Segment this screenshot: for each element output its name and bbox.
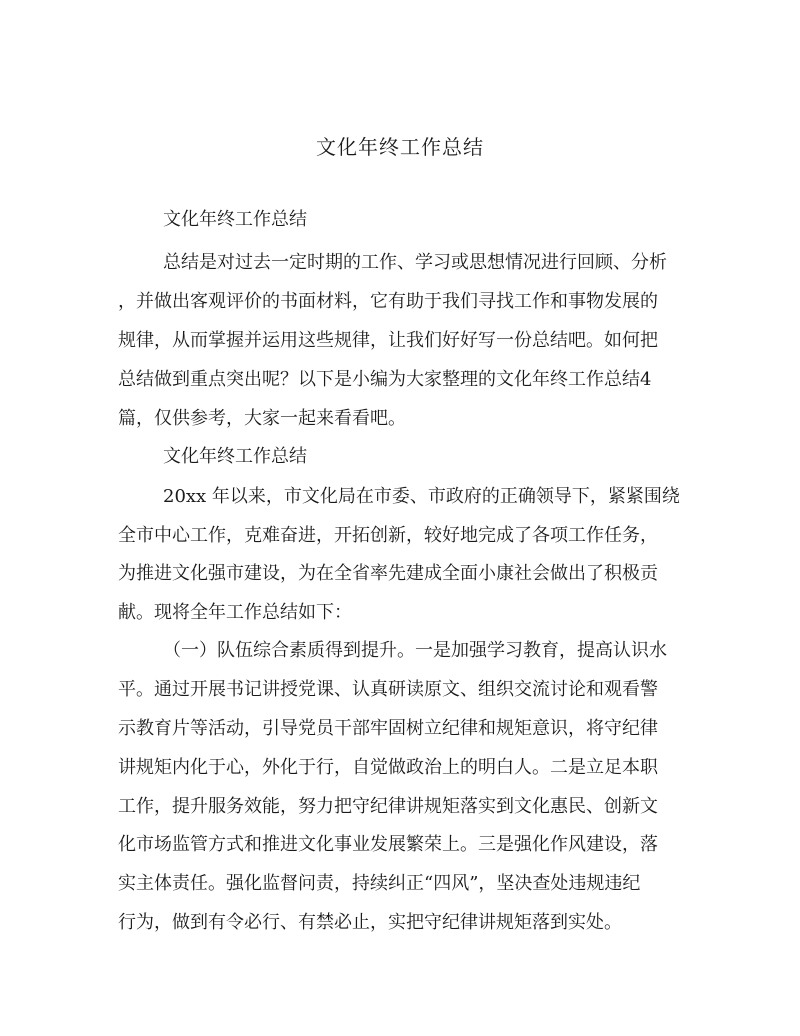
paragraph-line: 规律，从而掌握并运用这些规律，让我们好好写一份总结吧。如何把: [118, 330, 658, 351]
paragraph-line: 总结做到重点突出呢？以下是小编为大家整理的文化年终工作总结4: [118, 369, 652, 390]
paragraph-line: 篇，仅供参考，大家一起来看看吧。: [118, 408, 406, 429]
paragraph-line: 献。现将全年工作总结如下：: [118, 602, 352, 623]
paragraph-line: 实主体责任。强化监督问责，持续纠正“四风”，坚决查处违规违纪: [118, 873, 641, 894]
paragraph-line: 行为，做到有令必行、有禁必止，实把守纪律讲规矩落到实处。: [118, 912, 622, 933]
paragraph-line: ，并做出客观评价的书面材料，它有助于我们寻找工作和事物发展的: [118, 291, 658, 312]
paragraph-line: 讲规矩内化于心，外化于行，自觉做政治上的明白人。二是立足本职: [118, 757, 658, 778]
paragraph-line: 为推进文化强市建设，为在全省率先建成全面小康社会做出了积极贡: [118, 563, 658, 584]
section-heading: 文化年终工作总结: [163, 209, 307, 230]
paragraph-line: 示教育片等活动，引导党员干部牢固树立纪律和规矩意识，将守纪律: [118, 718, 658, 739]
paragraph-line: 化市场监管方式和推进文化事业发展繁荣上。三是强化作风建设，落: [118, 834, 658, 855]
paragraph-line: 总结是对过去一定时期的工作、学习或思想情况进行回顾、分析: [163, 252, 667, 273]
paragraph-line: （一）队伍综合素质得到提升。一是加强学习教育，提高认识水: [163, 640, 667, 661]
section-heading: 文化年终工作总结: [163, 446, 307, 467]
paragraph-line: 工作，提升服务效能，努力把守纪律讲规矩落实到文化惠民、创新文: [118, 796, 658, 817]
document-title: 文化年终工作总结: [316, 135, 484, 159]
paragraph-line: 平。通过开展书记讲授党课、认真研读原文、组织交流讨论和观看警: [118, 679, 658, 700]
paragraph-line: 20xx 年以来，市文化局在市委、市政府的正确领导下，紧紧围绕: [163, 486, 680, 507]
paragraph-line: 全市中心工作，克难奋进，开拓创新，较好地完成了各项工作任务，: [118, 525, 658, 546]
